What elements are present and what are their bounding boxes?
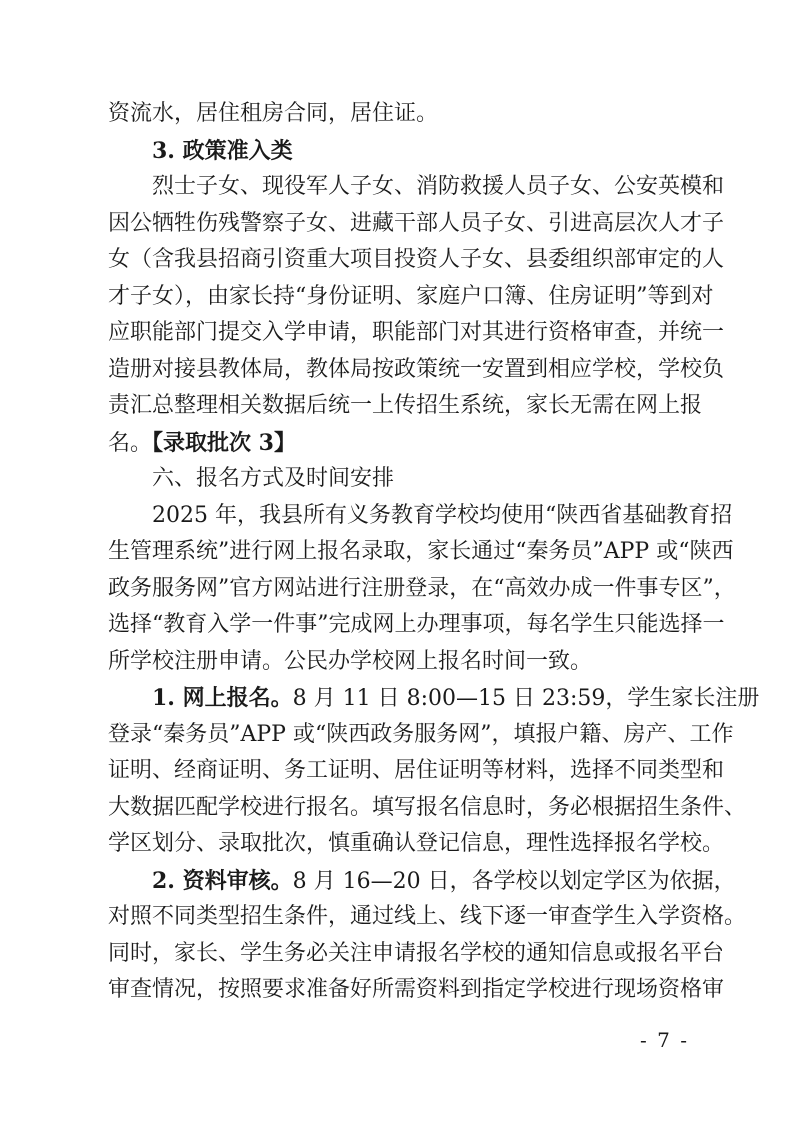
text-run: 造册对接县教体局，教体局按政策统一安置到相应学校，学校负 <box>108 356 725 382</box>
text-run: 资流水，居住租房合同，居住证。 <box>108 101 439 126</box>
text-line <box>108 826 725 862</box>
text-line <box>108 753 725 789</box>
page-number: - 7 - <box>640 1028 689 1052</box>
text-line <box>108 644 698 680</box>
text-line <box>108 899 747 935</box>
text-run: 烈士子女、现役军人子女、消防救援人员子女、公安英模和 <box>152 174 725 199</box>
text-run: 证明、经商证明、务工证明、居住证明等材料，选择不同类型和 <box>108 758 725 783</box>
text-run: 2025 年，我县所有义务教育学校均使用“陕西省基础教育招 <box>152 502 733 528</box>
text-run: 生管理系统”进行网上报名录取，家长通过“秦务员”APP 或“陕西 <box>108 539 734 564</box>
text-run: 因公牺牲伤残警察子女、进藏干部人员子女、引进高层次人才子 <box>108 210 725 236</box>
text-run: 六、报名方式及时间安排 <box>152 466 395 491</box>
text-run: 8 月 11 日 8:00—15 日 23:59，学生家长注册 <box>292 686 760 711</box>
text-run: 选择“教育入学一件事”完成网上办理事项，每名学生只能选择一 <box>108 612 725 637</box>
text-run: 名。 <box>108 430 153 456</box>
bold-text: 【录取批次 3】 <box>152 429 296 456</box>
text-line <box>108 206 725 242</box>
text-run: 8 月 16—20 日，各学校以划定学区为依据， <box>292 868 736 894</box>
text-run: 应职能部门提交入学申请，职能部门对其进行资格审查，并统一 <box>108 320 725 345</box>
text-run: 大数据匹配学校进行报名。填写报名信息时，务必根据招生条件、 <box>108 794 747 820</box>
text-line <box>108 242 725 278</box>
text-line <box>108 607 725 643</box>
text-line <box>108 388 703 424</box>
bold-text: 3. 政策准入类 <box>152 137 293 164</box>
text-line <box>108 790 747 826</box>
text-line <box>108 96 698 132</box>
text-run: 审查情况，按照要求准备好所需资料到指定学校进行现场资格审 <box>108 977 725 1002</box>
text-run: 登录“秦务员”APP 或“陕西政务服务网”，填报户籍、房产、工作 <box>108 721 734 747</box>
text-line <box>108 534 734 570</box>
text-line <box>152 498 733 534</box>
bold-text: 2. 资料审核。 <box>152 867 293 894</box>
text-line <box>108 425 698 461</box>
text-line <box>108 315 725 351</box>
text-run: 学区划分、录取批次，慎重确认登记信息，理性选择报名学校。 <box>108 831 725 856</box>
text-run: 对照不同类型招生条件，通过线上、线下逐一审查学生入学资格。 <box>108 904 747 929</box>
text-line <box>152 461 698 497</box>
text-line <box>108 717 734 753</box>
text-line <box>152 863 736 899</box>
text-line <box>108 571 736 607</box>
text-run: 女（含我县招商引资重大项目投资人子女、县委组织部审定的人 <box>108 247 725 272</box>
text-line <box>152 169 725 205</box>
text-line <box>108 352 725 388</box>
text-line <box>152 680 760 716</box>
text-line <box>152 133 698 169</box>
bold-text: 1. 网上报名。 <box>152 685 293 711</box>
text-line <box>108 972 725 1008</box>
text-run: 责汇总整理相关数据后统一上传招生系统，家长无需在网上报 <box>108 393 703 418</box>
text-run: 同时，家长、学生务必关注申请报名学校的通知信息或报名平台 <box>108 940 725 966</box>
text-run: 所学校注册申请。公民办学校网上报名时间一致。 <box>108 648 593 674</box>
text-line <box>108 936 725 972</box>
text-line <box>108 279 714 315</box>
text-run: 才子女），由家长持“身份证明、家庭户口簿、住房证明”等到对 <box>108 283 714 309</box>
text-run: 政务服务网”官方网站进行注册登录，在“高效办成一件事专区”， <box>108 575 736 601</box>
